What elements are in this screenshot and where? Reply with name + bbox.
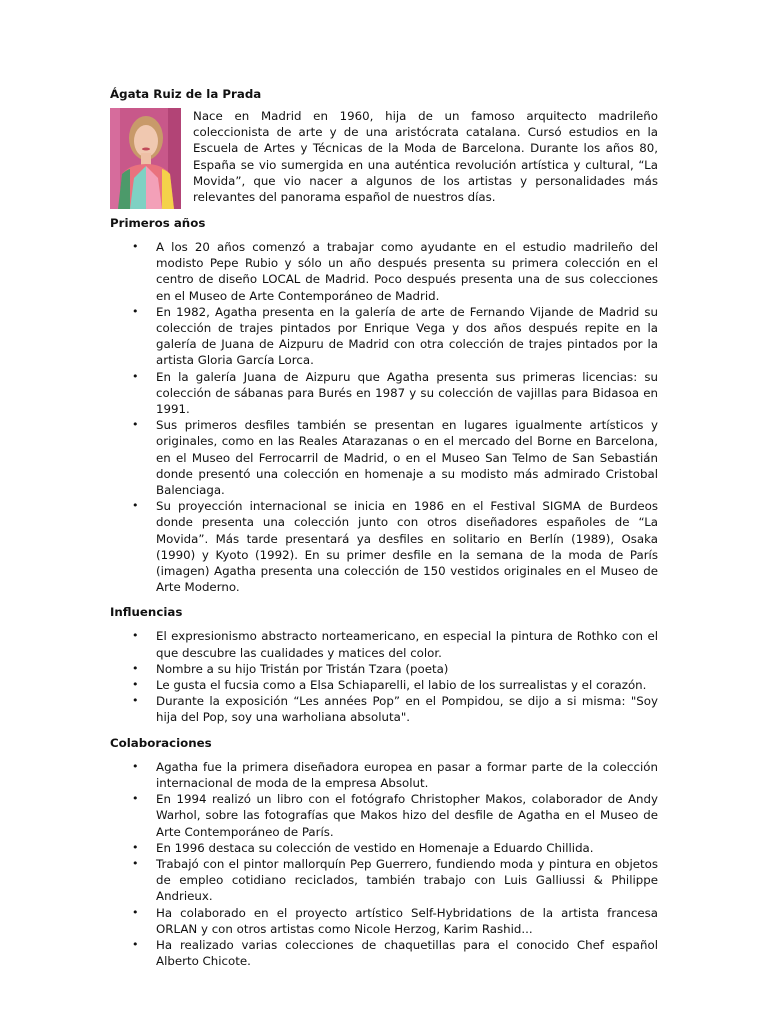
list-item: • En 1982, Agatha presenta en la galería de arte de Fernando Vijande de Madrid su colección de trajes pintados por Enrique Vega y dos años después repite en la galería de Juana de Aizpuru de Madrid con otra colección de trajes pintados por la artista Gloria García Lorca. [132, 304, 658, 368]
list-item: • En 1996 destaca su colección de vestido en Homenaje a Eduardo Chillida. [132, 840, 594, 855]
bullet-icon: • [132, 840, 139, 854]
list-primeros-anos [110, 239, 658, 595]
intro-block [110, 108, 658, 209]
section-title-primeros-anos: Primeros años [110, 216, 206, 230]
bullet-icon: • [132, 369, 139, 383]
bullet-icon: • [132, 240, 139, 253]
list-item: • Ha realizado varias colecciones de chaquetillas para el conocido Chef español Alberto Chicote. [132, 937, 658, 969]
list-item: • En 1994 realizó un libro con el fotógrafo Christopher Makos, colaborador de Andy Warhol, sobre las fotografías que Makos hizo del desfile de Agatha en el Museo de Arte Contemporáneo de París. [132, 792, 658, 839]
list-item: • Le gusta el fucsia como a Elsa Schiaparelli, el labio de los surrealistas y el corazón. [132, 678, 647, 693]
list-item: • Su proyección internacional se inicia en 1986 en el Festival SIGMA de Burdeos donde presenta una colección junto con otros diseñadores españoles de “La Movida”. Más tarde presentará ya desfiles en solitario en Berlín (1989), Osaka (1990) y Kyoto (1992). En su primer desfile en la semana de la moda de París (imagen) Agatha presenta una colección de 150 vestidos originales en el Museo de Arte Moderno. [132, 499, 658, 595]
list-item: • Sus primeros desfiles también se presentan en lugares igualmente artísticos y originales, como en las Reales Atarazanas o en el mercado del Borne en Barcelona, en el Museo del Ferrocarril de Madrid, o en el Museo San Telmo de San Sebastián donde presentó una colección en homenaje a su modisto más admirado Cristobal Balenciaga. [132, 418, 658, 498]
document-page [110, 86, 658, 969]
bullet-icon: • [132, 937, 139, 951]
bullet-icon: • [132, 629, 139, 643]
list-colaboraciones [110, 759, 658, 970]
list-item: • Agatha fue la primera diseñadora europea en pasar a formar parte de la colección internacional de moda de la empresa Absolut. [132, 759, 658, 790]
bullet-icon: • [132, 304, 139, 318]
section-title-colaboraciones: Colaboraciones [110, 735, 212, 750]
bullet-icon: • [132, 694, 139, 708]
intro-paragraph: Nace en Madrid en 1960, hija de un famoso arquitecto madrileño coleccionista de arte y de una aristócrata catalana. Cursó estudios en la Escuela de Artes y Técnicas de la Moda de Barcelona. Durante los años 80, España se vio sumergida en una auténtica revolución artística y cultural, “La Movida”, que vio nacer a algunos de los artistas y personalidades más relevantes del panorama español de nuestros días. [193, 109, 658, 205]
bullet-icon: • [132, 678, 139, 692]
bullet-icon: • [132, 759, 139, 773]
bullet-icon: • [132, 499, 139, 513]
list-item: • El expresionismo abstracto norteamericano, en especial la pintura de Rothko con el que descubre las cualidades y matices del color. [132, 629, 658, 660]
list-item: • En la galería Juana de Aizpuru que Agatha presenta sus primeras licencias: su colección de sábanas para Burés en 1987 y su colección de vajillas para Bidasoa en 1991. [132, 369, 658, 417]
list-influencias [110, 628, 658, 725]
list-item: • Durante la exposición “Les années Pop” en el Pompidou, se dijo a si misma: "Soy hija del Pop, soy una warholiana absoluta". [132, 694, 658, 725]
list-item: • Ha colaborado en el proyecto artístico Self-Hybridations de la artista francesa ORLAN y con otros artistas como Nicole Herzog, Karim Rashid... [132, 905, 658, 936]
bullet-icon: • [132, 418, 139, 432]
section-title-influencias: Influencias [110, 605, 183, 620]
list-item: • Trabajó con el pintor mallorquín Pep Guerrero, fundiendo moda y pintura en objetos de empleo cotidiano reciclados, también trabajo con Luis Galliussi & Philippe Andrieux. [132, 856, 658, 904]
bullet-icon: • [132, 905, 139, 919]
bullet-icon: • [132, 792, 139, 806]
portrait-illustration [110, 108, 181, 209]
bullet-icon: • [132, 661, 139, 675]
bullet-icon: • [132, 856, 139, 870]
list-item: • Nombre a su hijo Tristán por Tristán Tzara (poeta) [132, 661, 449, 676]
document-title: Ágata Ruiz de la Prada [110, 87, 262, 101]
portrait-photo [110, 108, 181, 209]
list-item: • A los 20 años comenzó a trabajar como ayudante en el estudio madrileño del modisto Pepe Rubio y sólo un año después presenta su primera colección en el centro de diseño LOCAL de Madrid. Poco después presenta una de sus colecciones en el Museo de Arte Contemporáneo de Madrid. [132, 240, 658, 303]
